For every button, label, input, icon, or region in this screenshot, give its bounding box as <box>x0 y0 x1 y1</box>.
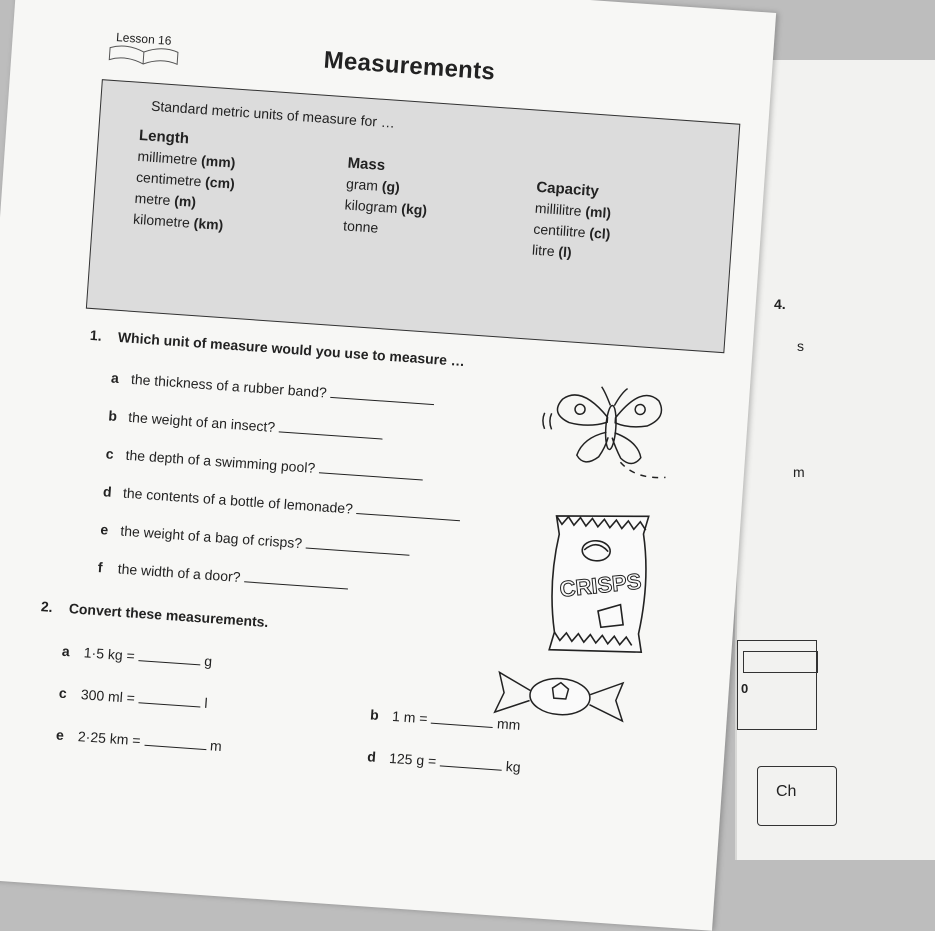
capacity-unit: litre (l) <box>531 241 573 261</box>
lesson-tag <box>103 21 184 70</box>
question-1-item: f the width of a door? <box>97 558 348 592</box>
lesson-label: Lesson 16 <box>115 30 172 48</box>
length-unit: centimetre (cm) <box>135 168 236 192</box>
answer-blank[interactable] <box>431 710 494 728</box>
crisps-bag-illustration <box>533 503 663 661</box>
question-1-item: c the depth of a swimming pool? <box>105 444 423 483</box>
units-reference-box <box>86 79 740 353</box>
page-content <box>40 21 724 776</box>
book-icon <box>107 42 180 69</box>
right-page <box>735 60 935 860</box>
conversion-item: c 300 ml = l <box>58 684 209 712</box>
right-fragment-s: s <box>797 338 804 354</box>
answer-blank[interactable] <box>356 500 461 521</box>
right-answer-box <box>737 640 817 730</box>
mass-column <box>343 153 431 243</box>
capacity-unit: millilitre (ml) <box>534 199 612 221</box>
right-fragment-zero: 0 <box>741 681 749 696</box>
sweet-illustration <box>488 662 632 732</box>
answer-blank[interactable] <box>330 384 435 405</box>
answer-blank[interactable] <box>319 459 424 480</box>
conversion-item: a 1·5 kg = g <box>61 642 213 670</box>
question-1-item: e the weight of a bag of crisps? <box>100 520 410 559</box>
conversion-item: e 2·25 km = m <box>55 726 223 755</box>
answer-blank[interactable] <box>279 418 384 439</box>
answer-blank[interactable] <box>138 689 201 707</box>
crisps-label: CRISPS <box>558 568 643 602</box>
answer-blank[interactable] <box>306 535 411 556</box>
length-column <box>132 125 238 237</box>
conversion-item: b 1 m = mm <box>369 706 521 733</box>
answer-blank[interactable] <box>440 752 503 770</box>
mass-heading: Mass <box>347 154 386 175</box>
question-1-item: a the thickness of a rubber band? <box>111 369 435 409</box>
conversion-item: d 125 g = kg <box>366 748 522 776</box>
answer-blank[interactable] <box>244 568 349 589</box>
right-question-number: 4. <box>774 296 786 312</box>
right-answer-row <box>743 651 818 673</box>
right-fragment-m: m <box>793 464 805 480</box>
answer-blank[interactable] <box>144 732 207 750</box>
right-check-box <box>757 766 837 826</box>
mass-unit: tonne <box>342 217 379 236</box>
question-1-number: 1. <box>89 326 103 344</box>
length-unit: kilometre (km) <box>132 210 224 233</box>
length-unit: millimetre (mm) <box>137 147 236 171</box>
butterfly-illustration <box>535 373 702 494</box>
capacity-column <box>531 177 614 266</box>
capacity-unit: centilitre (cl) <box>532 220 611 242</box>
page-title: Measurements <box>322 46 496 86</box>
question-1-item: d the contents of a bottle of lemonade? <box>103 482 462 524</box>
units-intro: Standard metric units of measure for … <box>150 97 396 131</box>
question-1-prompt: Which unit of measure would you use to measure … <box>117 328 466 370</box>
length-unit: metre (m) <box>134 189 197 210</box>
question-2-prompt: Convert these measurements. <box>68 600 269 631</box>
mass-unit: kilogram (kg) <box>344 196 428 219</box>
question-2-number: 2. <box>40 598 54 615</box>
mass-unit: gram (g) <box>345 175 401 196</box>
answer-blank[interactable] <box>138 647 201 665</box>
question-1-item: b the weight of an insect? <box>108 406 384 442</box>
length-heading: Length <box>138 126 190 148</box>
capacity-heading: Capacity <box>535 178 600 201</box>
right-fragment-ch: Ch <box>776 783 797 800</box>
